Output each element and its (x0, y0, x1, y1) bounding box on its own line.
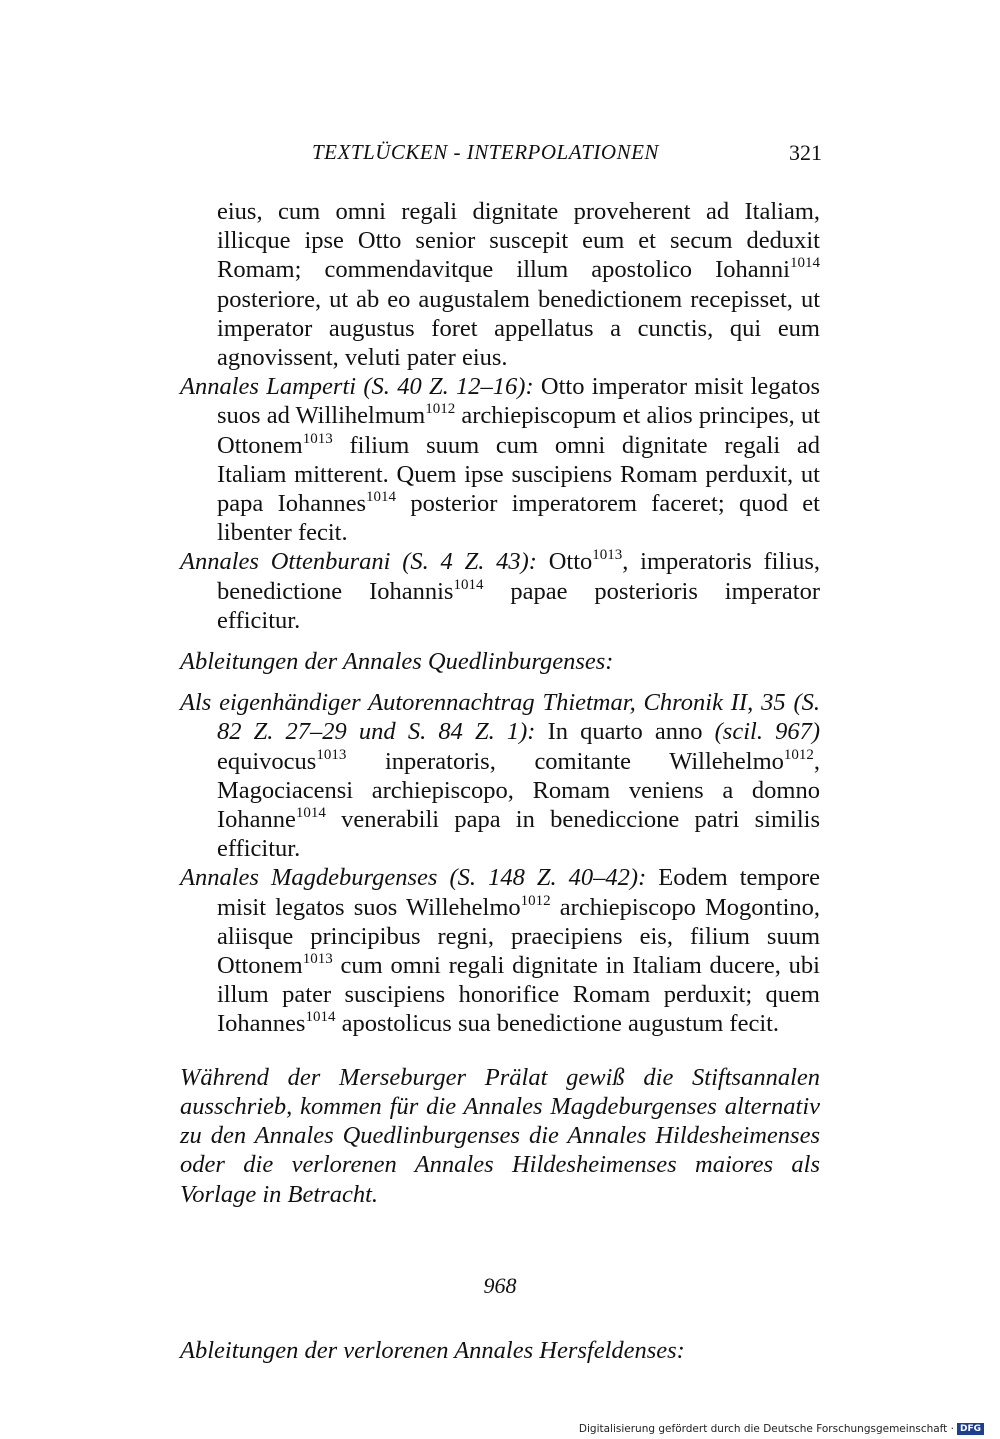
section-heading: Ableitungen der Annales Quedlinburgenses: (180, 648, 614, 676)
text-run: Otto (536, 548, 593, 576)
text-run: posterior imperatorem faceret; quod et libenter fecit. (217, 490, 820, 547)
paragraph-continuation (180, 197, 820, 372)
source-citation: Annales Magdeburgenses (S. 148 Z. 40–42): (180, 864, 647, 892)
section-heading: Ableitungen der verlorenen Annales Hersfeldenses: (180, 1336, 685, 1364)
entry-thietmar-chronik (180, 688, 820, 863)
text-run: (scil. 967) (714, 718, 820, 746)
footnote-ref: 1012 (520, 892, 551, 909)
year-heading: 968 (483, 1272, 517, 1298)
text-run: Otto imperator misit legatos suos ad Willihelmum (217, 373, 820, 430)
text-run: , imperatoris filius, benedictione Iohannis (217, 548, 821, 605)
text-run: equivocus (217, 747, 317, 775)
editorial-note: Während der Merseburger Prälat gewiß die Stiftsannalen ausschrieb, kommen für die Annales Magdeburgenses alternativ zu den Annales Quedlinburgenses die Annales Hildesheimenses oder die verlorenen Annales Hildesheimenses maiores als Vorlage in Betracht. (180, 1063, 820, 1208)
text-run: filium suum cum omni dignitate regali ad Italiam mitterent. Quem ipse suscipiens Romam perduxit, ut papa Iohannes (217, 431, 820, 518)
text-run: cum omni regali dignitate in Italiam ducere, ubi illum pater suscipiens honorifice Romam perduxit; quem Iohannes (217, 952, 820, 1038)
text-run: archiepiscopum et alios principes, ut Ottonem (217, 402, 820, 459)
entry-annales-ottenburani (180, 547, 820, 635)
body-text (180, 197, 820, 1365)
footnote-ref: 1014 (295, 805, 326, 822)
footnote-ref: 1012 (783, 746, 814, 763)
text-run: eius, cum omni regali dignitate proveherent ad Italiam, illicque ipse Otto senior suscepit eum et secum deduxit Romam; commendavitque illum apostolico Iohanni (217, 198, 820, 284)
text-run: venerabili papa in benediccione patri similis efficitur. (217, 806, 820, 863)
digitization-credit (579, 1423, 984, 1435)
text-run: apostolicus sua benedictione augustum fecit. (335, 1010, 780, 1038)
source-citation: Annales Lamperti (S. 40 Z. 12–16): (180, 373, 534, 401)
text-run: inperatoris, comitante Willehelmo (346, 747, 784, 775)
footnote-ref: 1014 (453, 576, 484, 593)
footnote-ref: 1013 (316, 746, 347, 763)
footnote-ref: 1014 (790, 255, 820, 272)
footnote-ref: 1014 (366, 489, 397, 506)
text-run: papae posterioris imperator efficitur. (217, 577, 821, 634)
text-run: Eodem tempore misit legatos suos Willehelmo (217, 864, 820, 921)
text-run: posteriore, ut ab eo augustalem benedictionem recepisset, ut imperator augustus foret appellatus a cunctis, qui eum agnovissent, veluti pater eius. (217, 285, 820, 372)
entry-annales-lamperti (180, 372, 820, 547)
credit-text: Digitalisierung gefördert durch die Deutsche Forschungsgemeinschaft · (578, 1423, 954, 1435)
dfg-logo: DFG (957, 1423, 984, 1435)
footnote-ref: 1013 (302, 951, 333, 968)
page-number: 321 (789, 140, 822, 165)
footnote-ref: 1012 (425, 401, 456, 418)
running-title: TEXTLÜCKEN - INTERPOLATIONEN (312, 140, 659, 164)
page-header (312, 140, 822, 170)
text-run: , Magociacensi archiepiscopo, Romam veniens a domno Iohanne (217, 747, 820, 834)
source-citation: Annales Ottenburani (S. 4 Z. 43): (180, 548, 537, 576)
footnote-ref: 1013 (592, 547, 623, 564)
entry-annales-magdeburgenses (180, 863, 820, 1038)
footnote-ref: 1013 (302, 430, 333, 447)
text-run: In quarto anno (535, 718, 715, 746)
footnote-ref: 1014 (305, 1009, 336, 1026)
text-run: archiepiscopo Mogontino, aliisque principibus regni, praecipiens eis, filium suum Ottonem (217, 893, 820, 980)
source-citation: Als eigenhändiger Autorennachtrag Thietmar, Chronik II, 35 (S. 82 Z. 27–29 und S. 84 Z. 1): (180, 689, 820, 746)
